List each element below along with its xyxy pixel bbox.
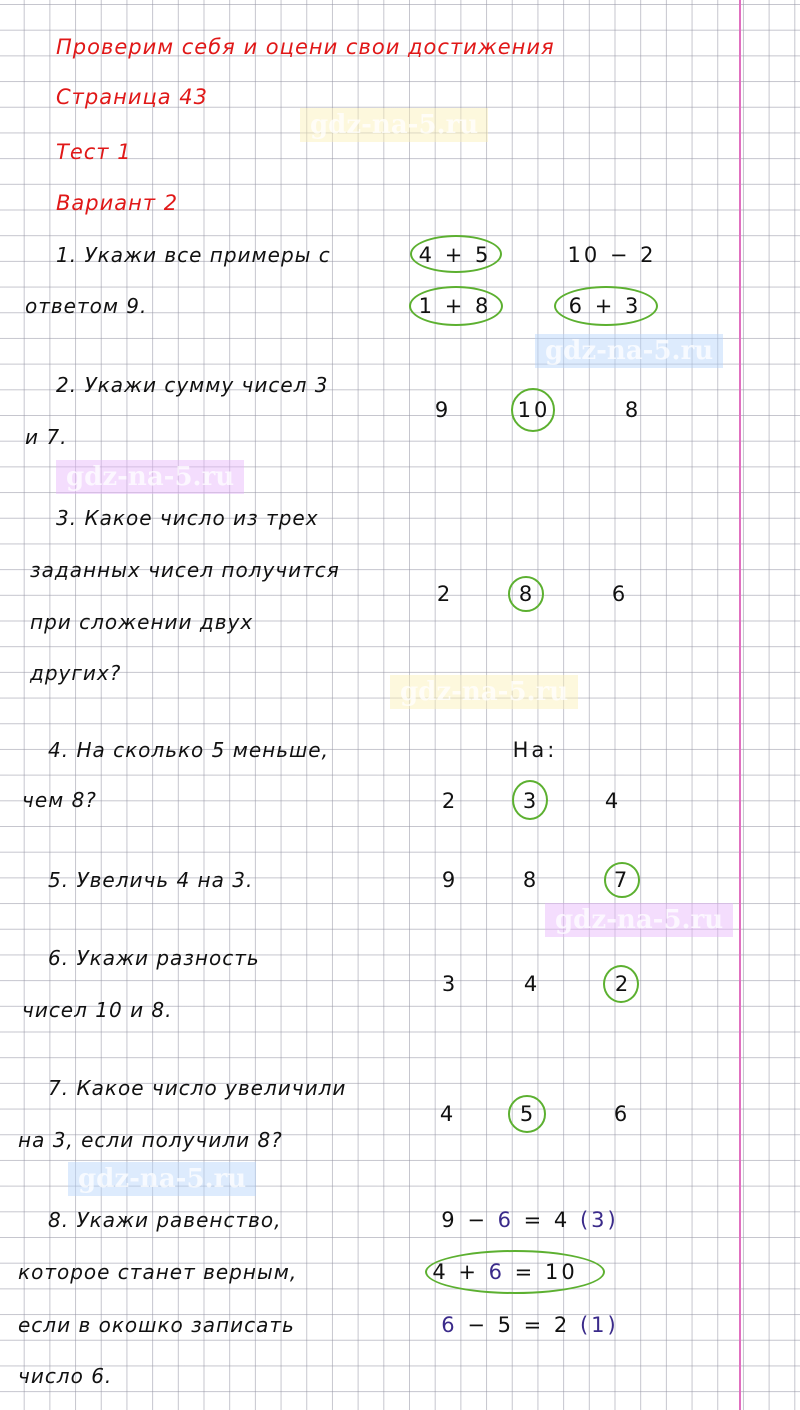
- question-3-text: 3. Какое число из трех: [56, 506, 319, 530]
- option: 7: [613, 868, 631, 892]
- watermark: gdz-na-5.ru: [390, 675, 578, 709]
- answer-circle: [425, 1250, 605, 1294]
- answer-circle: [603, 965, 639, 1003]
- question-6-text: чисел 10 и 8.: [22, 998, 173, 1022]
- question-8-text: число 6.: [18, 1364, 113, 1388]
- option: 3: [522, 789, 540, 813]
- equation-part: 4 +: [432, 1260, 489, 1284]
- question-7-text: 7. Какое число увеличили: [48, 1076, 347, 1100]
- answer-prefix: На:: [512, 738, 558, 762]
- option: 8: [624, 398, 642, 422]
- option: 4 + 5: [418, 243, 492, 267]
- answer-circle: [511, 388, 555, 432]
- equation: [441, 1208, 618, 1232]
- question-2-text: 2. Укажи сумму чисел 3: [56, 373, 329, 397]
- answer-circle: [508, 576, 544, 612]
- option: 4: [439, 1102, 457, 1126]
- watermark: gdz-na-5.ru: [535, 334, 723, 368]
- option: 10: [517, 398, 551, 422]
- watermark: gdz-na-5.ru: [68, 1162, 256, 1196]
- option: 6 + 3: [568, 294, 642, 318]
- question-3-text: других?: [30, 661, 122, 685]
- option: 2: [436, 582, 454, 606]
- option: 10 − 2: [567, 243, 657, 267]
- inserted-number: 6: [441, 1313, 458, 1337]
- inserted-number: 6: [497, 1208, 514, 1232]
- option: 9: [434, 398, 452, 422]
- variant-label: Вариант 2: [56, 191, 179, 215]
- option: 4: [523, 972, 541, 996]
- equation-part: = 4: [513, 1208, 580, 1232]
- equation: [441, 1313, 618, 1337]
- watermark: gdz-na-5.ru: [300, 108, 488, 142]
- test-label: Тест 1: [56, 140, 132, 164]
- option: 3: [441, 972, 459, 996]
- notebook-margin-line: [739, 0, 741, 1410]
- question-6-text: 6. Укажи разность: [48, 946, 260, 970]
- question-8-text: которое станет верным,: [18, 1260, 298, 1284]
- inserted-number: 6: [488, 1260, 506, 1284]
- header-title: Проверим себя и оцени свои достижения: [56, 35, 555, 59]
- equation-part: 9 −: [441, 1208, 498, 1232]
- page-number: Страница 43: [56, 85, 209, 109]
- answer-circle: [604, 862, 640, 898]
- question-3-text: заданных чисел получится: [30, 558, 340, 582]
- question-3-text: при сложении двух: [30, 610, 254, 634]
- option: 9: [441, 868, 459, 892]
- watermark: gdz-na-5.ru: [56, 460, 244, 494]
- question-8-text: 8. Укажи равенство,: [48, 1208, 282, 1232]
- option: 2: [441, 789, 459, 813]
- question-8-text: если в окошко записать: [18, 1313, 295, 1337]
- answer-circle: [554, 286, 658, 326]
- equation-part: = 10: [505, 1260, 578, 1284]
- answer-circle: [512, 780, 548, 820]
- question-7-text: на 3, если получили 8?: [18, 1128, 283, 1152]
- equation-part: − 5 = 2: [457, 1313, 580, 1337]
- answer-circle: [409, 286, 503, 326]
- option: 6: [613, 1102, 631, 1126]
- answer-circle: [410, 235, 502, 273]
- equation-result-note: (1): [579, 1313, 619, 1337]
- question-2-text: и 7.: [25, 425, 68, 449]
- answer-circle: [508, 1095, 546, 1133]
- option: 8: [518, 582, 536, 606]
- question-5-text: 5. Увеличь 4 на 3.: [48, 868, 254, 892]
- option: 2: [614, 972, 632, 996]
- question-4-text: 4. На сколько 5 меньше,: [48, 738, 329, 762]
- option: 4: [604, 789, 622, 813]
- question-4-text: чем 8?: [22, 788, 97, 812]
- watermark: gdz-na-5.ru: [545, 903, 733, 937]
- question-1-text: 1. Укажи все примеры с: [56, 243, 331, 267]
- option: 1 + 8: [418, 294, 492, 318]
- question-1-text: ответом 9.: [25, 294, 148, 318]
- option: 5: [519, 1102, 537, 1126]
- option: 6: [611, 582, 629, 606]
- option: 8: [522, 868, 540, 892]
- equation-result-note: (3): [579, 1208, 619, 1232]
